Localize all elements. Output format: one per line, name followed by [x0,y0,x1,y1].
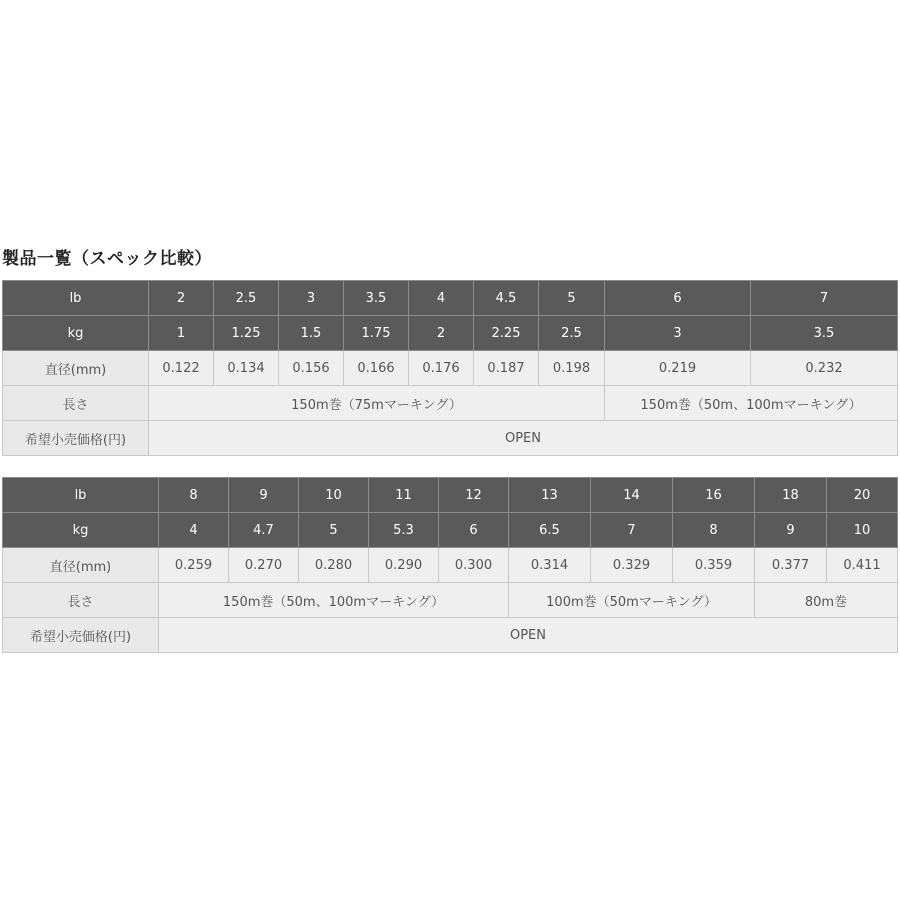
lb-cell: 3.5 [344,281,409,316]
row-header-diameter: 直径(mm) [3,548,159,583]
diameter-cell: 0.219 [605,351,751,386]
kg-row [3,316,898,351]
lb-cell: 2.5 [214,281,279,316]
lb-cell: 4.5 [474,281,539,316]
diameter-cell: 0.176 [409,351,474,386]
diameter-cell: 0.329 [591,548,673,583]
row-header-price: 希望小売価格(円) [3,421,149,456]
row-header-length: 長さ [3,386,149,421]
price-cell: OPEN [149,421,898,456]
kg-cell: 2 [409,316,474,351]
kg-cell: 4 [159,513,229,548]
kg-cell: 8 [673,513,755,548]
kg-cell: 3 [605,316,751,351]
lb-cell: 6 [605,281,751,316]
price-row [3,421,898,456]
diameter-cell: 0.280 [299,548,369,583]
lb-cell: 7 [751,281,898,316]
row-header-lb: lb [3,478,159,513]
length-row [3,583,898,618]
diameter-cell: 0.290 [369,548,439,583]
kg-cell: 10 [827,513,898,548]
lb-cell: 9 [229,478,299,513]
diameter-cell: 0.314 [509,548,591,583]
kg-cell: 1.5 [279,316,344,351]
length-row [3,386,898,421]
diameter-cell: 0.187 [474,351,539,386]
kg-cell: 7 [591,513,673,548]
lb-cell: 11 [369,478,439,513]
diameter-row [3,548,898,583]
kg-cell: 9 [755,513,827,548]
diameter-cell: 0.300 [439,548,509,583]
spec-table-1 [2,280,898,456]
price-cell: OPEN [159,618,898,653]
lb-cell: 4 [409,281,474,316]
row-header-lb: lb [3,281,149,316]
length-cell: 150m巻（50m、100mマーキング） [605,386,898,421]
row-header-kg: kg [3,513,159,548]
diameter-cell: 0.198 [539,351,605,386]
diameter-cell: 0.377 [755,548,827,583]
length-cell: 150m巻（75mマーキング） [149,386,605,421]
kg-cell: 1.75 [344,316,409,351]
lb-cell: 20 [827,478,898,513]
diameter-cell: 0.156 [279,351,344,386]
lb-cell: 3 [279,281,344,316]
kg-cell: 1.25 [214,316,279,351]
lb-cell: 16 [673,478,755,513]
lb-cell: 10 [299,478,369,513]
kg-cell: 6.5 [509,513,591,548]
lb-cell: 18 [755,478,827,513]
lb-cell: 14 [591,478,673,513]
row-header-price: 希望小売価格(円) [3,618,159,653]
lb-cell: 5 [539,281,605,316]
page-title: 製品一覧（スペック比較） [2,249,212,269]
kg-cell: 5 [299,513,369,548]
diameter-cell: 0.166 [344,351,409,386]
lb-row [3,478,898,513]
diameter-cell: 0.232 [751,351,898,386]
diameter-cell: 0.270 [229,548,299,583]
length-cell: 100m巻（50mマーキング） [509,583,755,618]
kg-cell: 2.25 [474,316,539,351]
row-header-kg: kg [3,316,149,351]
lb-cell: 2 [149,281,214,316]
row-header-diameter: 直径(mm) [3,351,149,386]
diameter-cell: 0.411 [827,548,898,583]
price-row [3,618,898,653]
diameter-cell: 0.122 [149,351,214,386]
diameter-cell: 0.259 [159,548,229,583]
row-header-length: 長さ [3,583,159,618]
diameter-cell: 0.359 [673,548,755,583]
diameter-cell: 0.134 [214,351,279,386]
length-cell: 150m巻（50m、100mマーキング） [159,583,509,618]
length-cell: 80m巻 [755,583,898,618]
spec-table-2 [2,477,898,653]
diameter-row [3,351,898,386]
kg-cell: 2.5 [539,316,605,351]
kg-cell: 1 [149,316,214,351]
kg-cell: 3.5 [751,316,898,351]
lb-cell: 12 [439,478,509,513]
kg-cell: 6 [439,513,509,548]
lb-cell: 8 [159,478,229,513]
kg-cell: 5.3 [369,513,439,548]
lb-row [3,281,898,316]
kg-row [3,513,898,548]
kg-cell: 4.7 [229,513,299,548]
lb-cell: 13 [509,478,591,513]
